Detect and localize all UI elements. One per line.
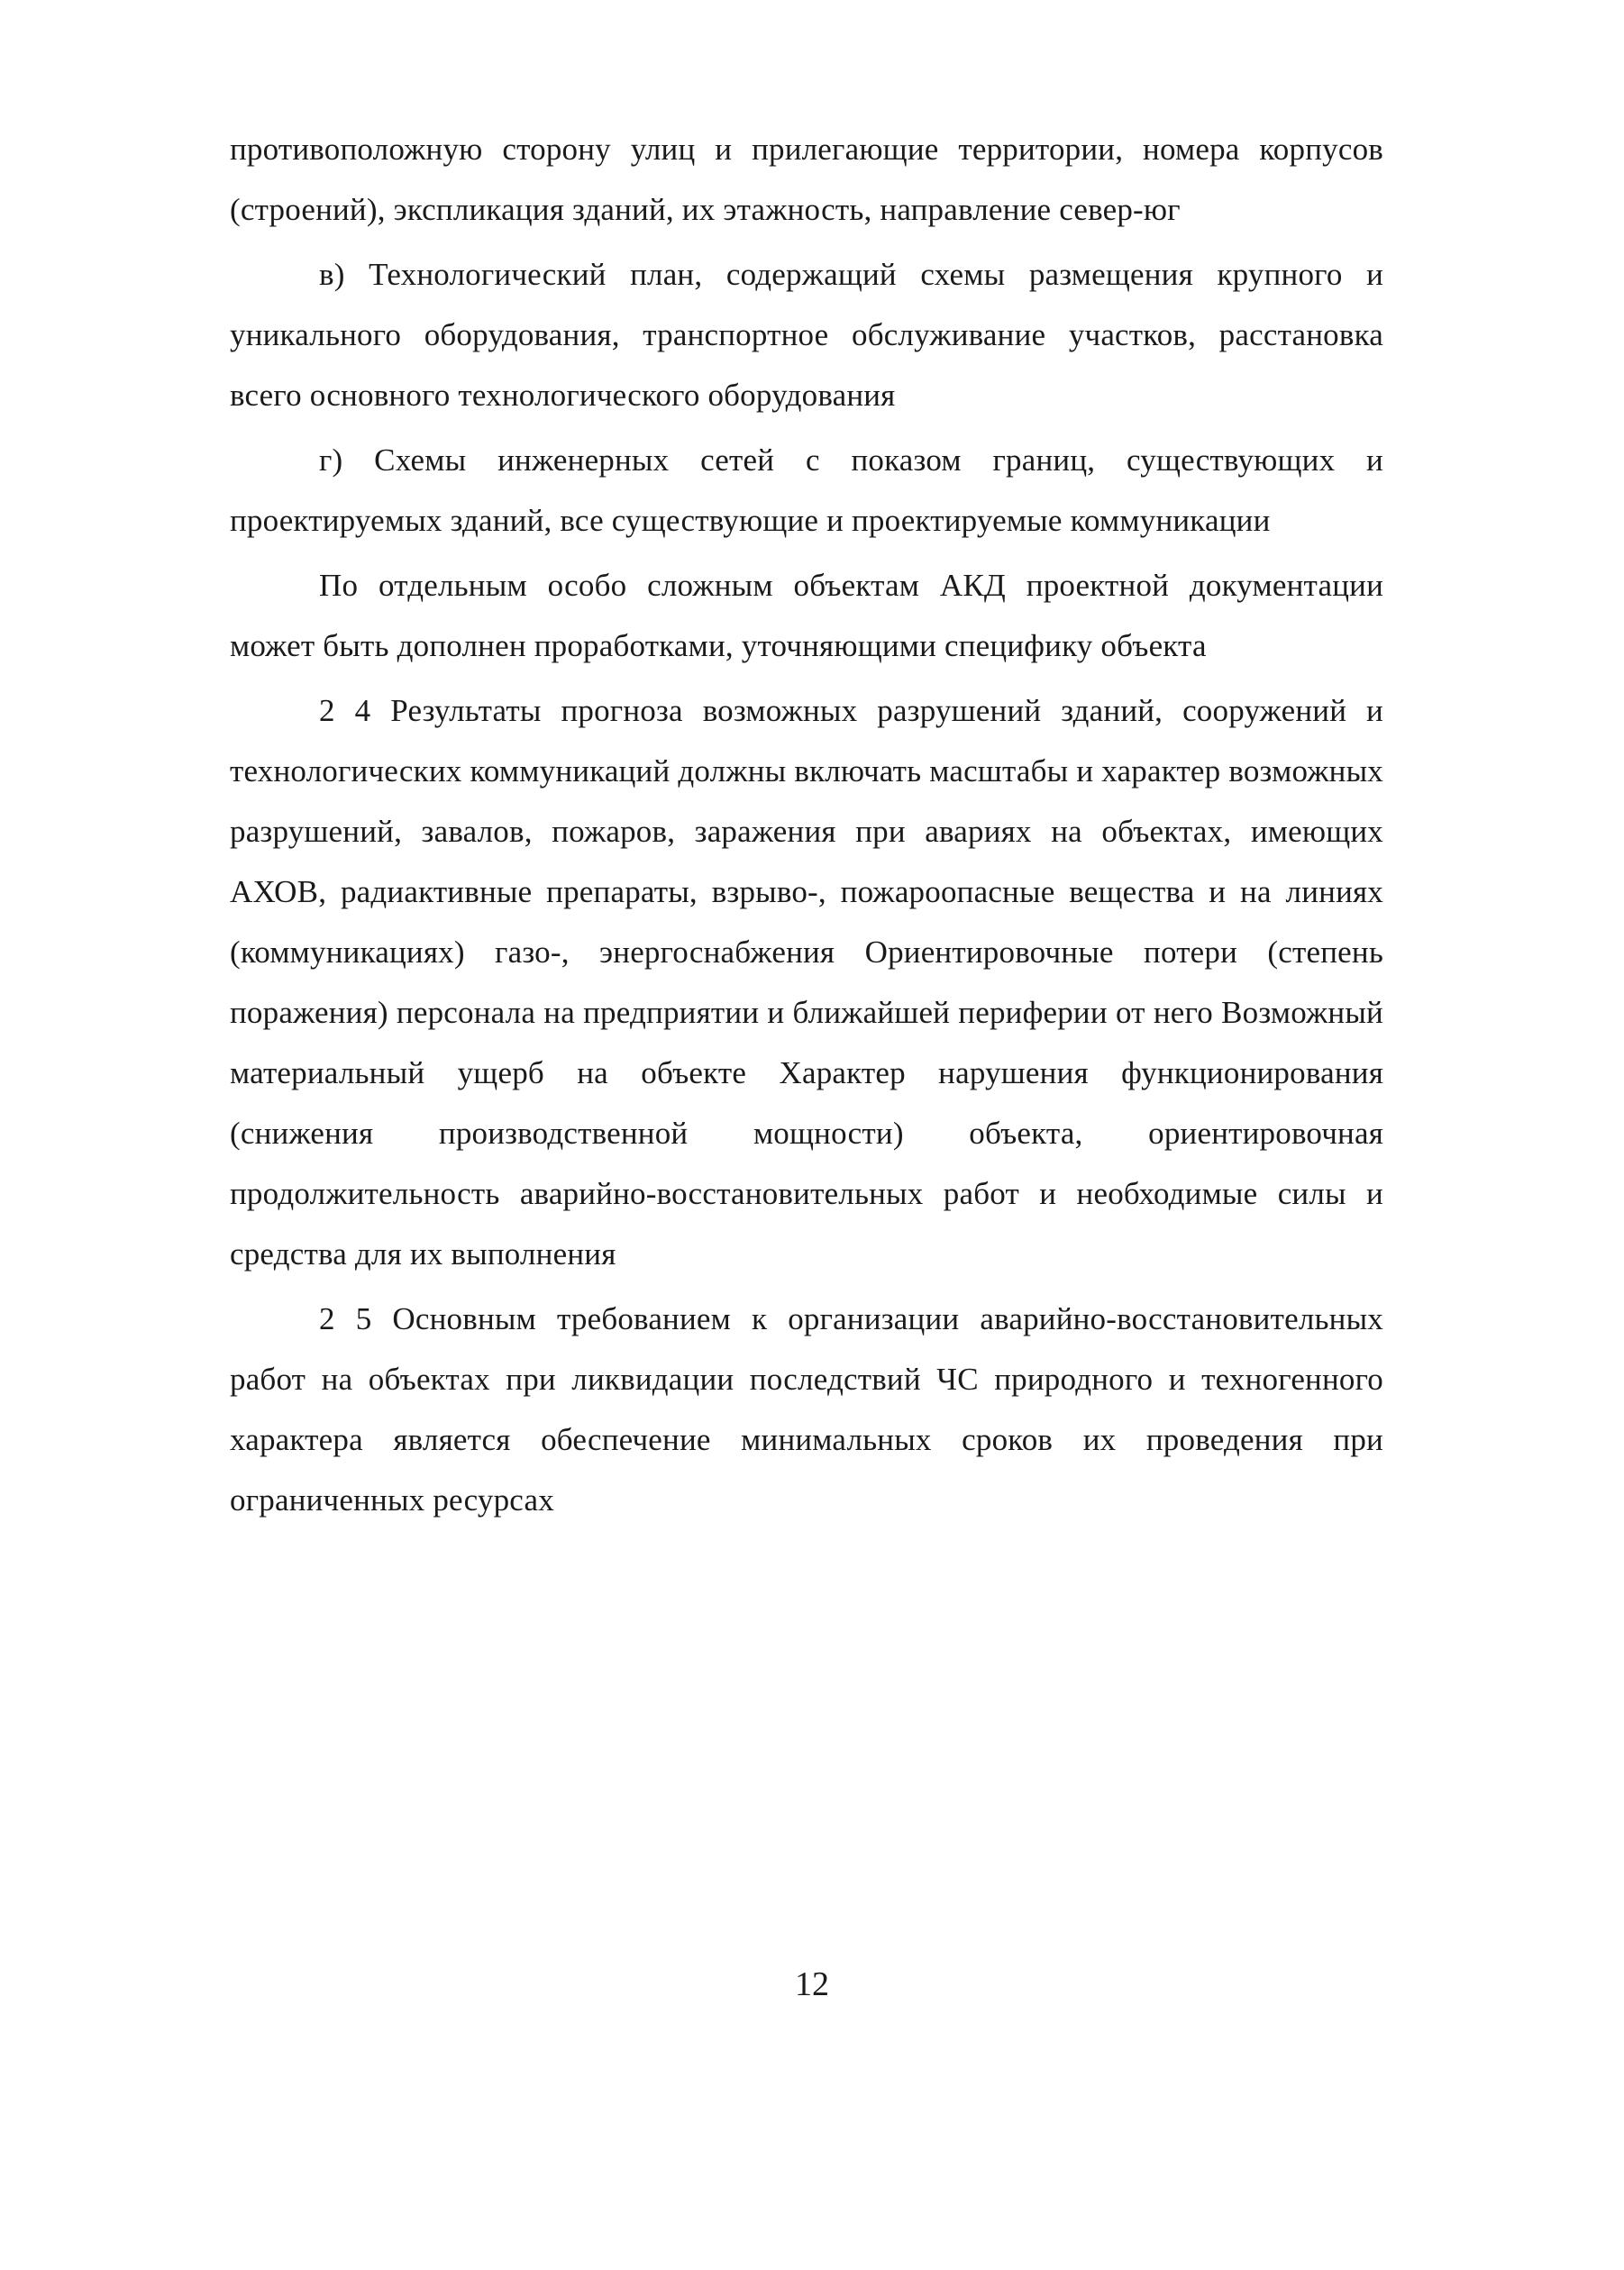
body-text — [230, 119, 1383, 1530]
paragraph-engineering-networks: г) Схемы инженерных сетей с показом границ, существующих и проектируемых зданий, все существующие и проектируемые коммуникации — [230, 442, 1383, 538]
paragraph-section-2-4: 2 4 Результаты прогноза возможных разрушений зданий, сооружений и технологических коммуникаций должны включать масштабы и характер возможных разрушений, завалов, пожаров, заражения при авариях на объектах, имеющих АХОВ, радиактивные препараты, взрыво-, пожароопасные вещества и на линиях (коммуникациях) газо-, энергоснабжения Ориентировочные потери (степень поражения) персонала на предприятии и ближайшей периферии от него Возможный материальный ущерб на объекте Характер нарушения функционирования (снижения производственной мощности) объекта, ориентировочная продолжительность аварийно-восстановительных работ и необходимые силы и средства для их выполнения — [230, 693, 1383, 1272]
paragraph-continuation: противоположную сторону улиц и прилегающие территории, номера корпусов (строений), экспликация зданий, их этажность, направление север-юг — [230, 132, 1383, 227]
paragraph-section-2-5: 2 5 Основным требованием к организации аварийно-восстановительных работ на объектах при ликвидации последствий ЧС природного и техногенного характера является обеспечение минимальных сроков их проведения при ограниченных ресурсах — [230, 1301, 1383, 1518]
page-number: 12 — [795, 1965, 829, 2003]
paragraph-technological-plan: в) Технологический план, содержащий схемы размещения крупного и уникального оборудования, транспортное обслуживание участков, расстановка всего основного технологического оборудования — [230, 257, 1383, 413]
paragraph-complex-objects: По отдельным особо сложным объектам АКД проектной документации может быть дополнен проработками, уточняющими специфику объекта — [230, 568, 1383, 663]
